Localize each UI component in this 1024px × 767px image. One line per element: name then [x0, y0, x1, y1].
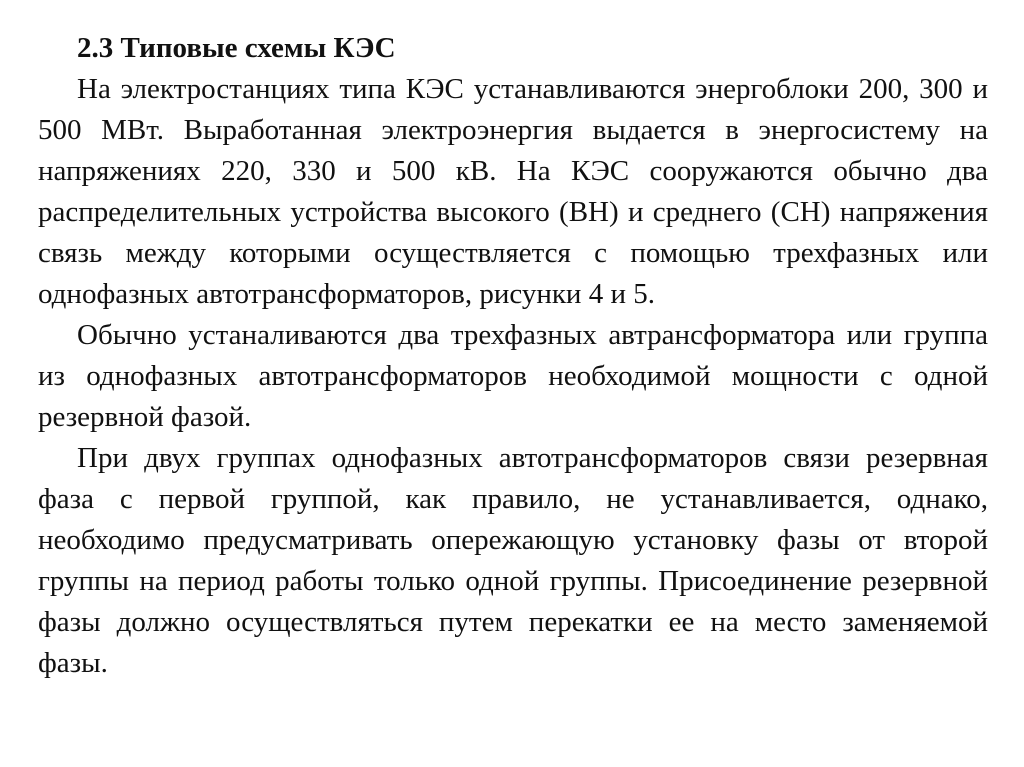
document-page: [38, 28, 988, 684]
section-heading: 2.3 Типовые схемы КЭС: [77, 32, 396, 64]
paragraph-3: При двух группах однофазных автотрансформаторов связи резервная фаза с первой группой, как правило, не устанавливается, однако, необходимо предусматривать опережающую установку фазы от второй группы на период работы только одной группы. Присоединение резервной фазы должно осуществляться путем перекатки ее на место заменяемой фазы.: [38, 442, 988, 679]
paragraph-1: На электростанциях типа КЭС устанавливаются энергоблоки 200, 300 и 500 МВт. Выработанная электроэнергия выдается в энергосистему на напряжениях 220, 330 и 500 кВ. На КЭС сооружаются обычно два распределительных устройства высокого (ВН) и среднего (СН) напряжения связь между которыми осуществляется с помощью трехфазных или однофазных автотрансформаторов, рисунки 4 и 5.: [38, 73, 988, 310]
paragraph-2: Обычно устаналиваются два трехфазных автрансформатора или группа из однофазных автотрансформаторов необходимой мощности с одной резервной фазой.: [38, 319, 988, 433]
